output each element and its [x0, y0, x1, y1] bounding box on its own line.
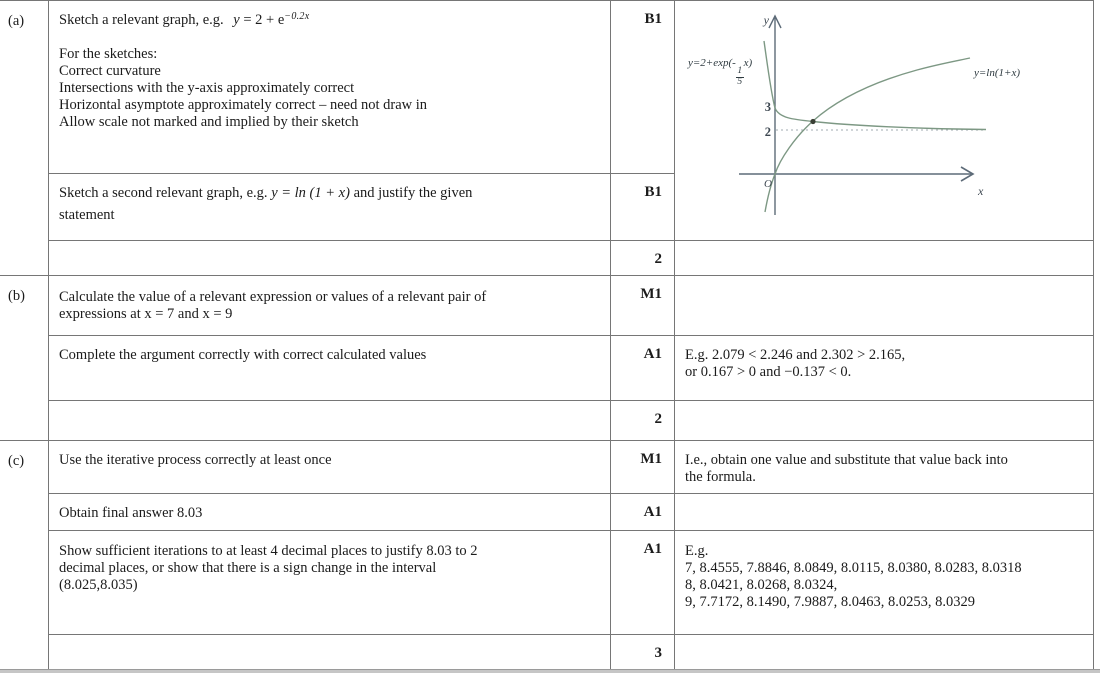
- criteria-cell-iterative-process: [48, 440, 610, 493]
- part-label-b: [0, 275, 48, 440]
- guidance-line: I.e., obtain one value and substitute that value back into: [685, 452, 1008, 468]
- mark-value: A1: [643, 541, 662, 557]
- empty-cell: [48, 634, 610, 669]
- criteria-line: Use the iterative process correctly at least once: [59, 452, 332, 468]
- mark-cell-b1-first: [610, 0, 674, 173]
- criteria-cell-sketch-second-graph: [48, 173, 610, 240]
- formula-exponent: −0.2x: [284, 11, 310, 22]
- mark-cell-m1-b: [610, 275, 674, 335]
- mark-cell-subtotal-b: [610, 400, 674, 440]
- empty-cell: [48, 240, 610, 275]
- exp-curve-label: [688, 57, 752, 88]
- criteria-line: statement: [59, 207, 115, 223]
- criteria-cell-sufficient-iterations: [48, 530, 610, 634]
- criteria-line: [59, 12, 596, 30]
- mark-cell-a1-b: [610, 335, 674, 400]
- criteria-line: (8.025,8.035): [59, 577, 138, 593]
- exp-curve: [764, 41, 986, 130]
- empty-cell: [674, 493, 1094, 530]
- mark-cell-subtotal-a: [610, 240, 674, 275]
- note-line: Intersections with the y-axis approximately correct: [59, 80, 355, 96]
- criteria-line: expressions at x = 7 and x = 9: [59, 306, 233, 322]
- mark-cell-subtotal-c: [610, 634, 674, 669]
- criteria-text: and justify the given: [349, 185, 473, 201]
- fraction-one-fifth: $\frac{1}{5}$: [737, 66, 743, 87]
- criteria-line: Obtain final answer 8.03: [59, 505, 203, 521]
- formula-body: = 2 + e: [239, 12, 285, 28]
- graph-sketch-cell: [674, 0, 1094, 240]
- ln-curve: [765, 58, 970, 212]
- guidance-line: 8, 8.0421, 8.0268, 8.0324,: [685, 577, 838, 593]
- criteria-cell-final-answer: [48, 493, 610, 530]
- part-a-text: (a): [8, 13, 25, 29]
- empty-cell: [674, 240, 1094, 275]
- mark-value: A1: [643, 346, 662, 362]
- y-tick-3: 3: [764, 100, 771, 114]
- sketch-notes: [59, 46, 596, 131]
- empty-cell: [674, 275, 1094, 335]
- criteria-line: [59, 185, 596, 202]
- criteria-line: Show sufficient iterations to at least 4 decimal places to justify 8.03 to 2: [59, 543, 478, 559]
- empty-cell: [48, 400, 610, 440]
- criteria-line: Calculate the value of a relevant expression or values of a relevant pair of: [59, 289, 487, 305]
- note-line: For the sketches:: [59, 46, 158, 62]
- guidance-cell-iteration-explanation: [674, 440, 1094, 493]
- mark-cell-b1-second: [610, 173, 674, 240]
- part-label-c: [0, 440, 48, 669]
- mark-value: B1: [644, 184, 662, 200]
- exp-label-prefix: y=2+exp(-: [688, 57, 736, 69]
- mark-value: A1: [643, 504, 662, 520]
- mark-cell-m1-c: [610, 440, 674, 493]
- formula-variable: y: [233, 12, 240, 28]
- mark-value: 2: [654, 251, 662, 267]
- guidance-line: E.g. 2.079 < 2.246 and 2.302 > 2.165,: [685, 347, 906, 363]
- page-bottom-edge: [0, 669, 1100, 673]
- guidance-line: or 0.167 > 0 and −0.137 < 0.: [685, 364, 852, 380]
- criteria-line: decimal places, or show that there is a sign change in the interval: [59, 560, 437, 576]
- mark-value: B1: [644, 11, 662, 27]
- criteria-text: Sketch a second relevant graph, e.g.: [59, 185, 272, 201]
- criteria-line: Complete the argument correctly with correct calculated values: [59, 347, 427, 363]
- guidance-line: 9, 7.7172, 8.1490, 7.9887, 8.0463, 8.0253, 8.0329: [685, 594, 975, 610]
- mark-cell-a1-final: [610, 493, 674, 530]
- y-axis-label: y: [763, 13, 769, 27]
- criteria-cell-complete-argument: [48, 335, 610, 400]
- criteria-text: Sketch a relevant graph, e.g.: [59, 12, 224, 28]
- part-c-text: (c): [8, 453, 25, 469]
- empty-cell: [674, 634, 1094, 669]
- guidance-line: the formula.: [685, 469, 756, 485]
- ln-curve-label: y=ln(1+x): [974, 67, 1020, 79]
- part-b-text: (b): [8, 288, 25, 304]
- mark-value: M1: [640, 286, 662, 302]
- empty-cell: [674, 400, 1094, 440]
- intersection-point: [810, 119, 815, 124]
- x-axis-label: x: [978, 184, 984, 198]
- guidance-cell-example-values: [674, 335, 1094, 400]
- origin-label: O: [764, 178, 772, 190]
- mark-value: M1: [640, 451, 662, 467]
- note-line: Horizontal asymptote approximately correct – need not draw in: [59, 97, 428, 113]
- note-line: Correct curvature: [59, 63, 161, 79]
- graph-sketch: [675, 1, 1094, 240]
- note-line: Allow scale not marked and implied by their sketch: [59, 114, 359, 130]
- mark-value: 2: [654, 411, 662, 427]
- guidance-line: 7, 8.4555, 7.8846, 8.0849, 8.0115, 8.0380, 8.0283, 8.0318: [685, 560, 1022, 576]
- mark-cell-a1-iterations: [610, 530, 674, 634]
- exp-label-suffix: x): [743, 57, 753, 69]
- part-label-a: [0, 0, 48, 275]
- criteria-cell-calculate-values: [48, 275, 610, 335]
- criteria-cell-sketch-first-graph: [48, 0, 610, 173]
- guidance-line: E.g.: [685, 543, 709, 559]
- y-tick-2: 2: [764, 125, 771, 139]
- guidance-cell-iteration-values: [674, 530, 1094, 634]
- formula-ln: y = ln (1 + x): [271, 185, 350, 201]
- mark-value: 3: [654, 645, 662, 661]
